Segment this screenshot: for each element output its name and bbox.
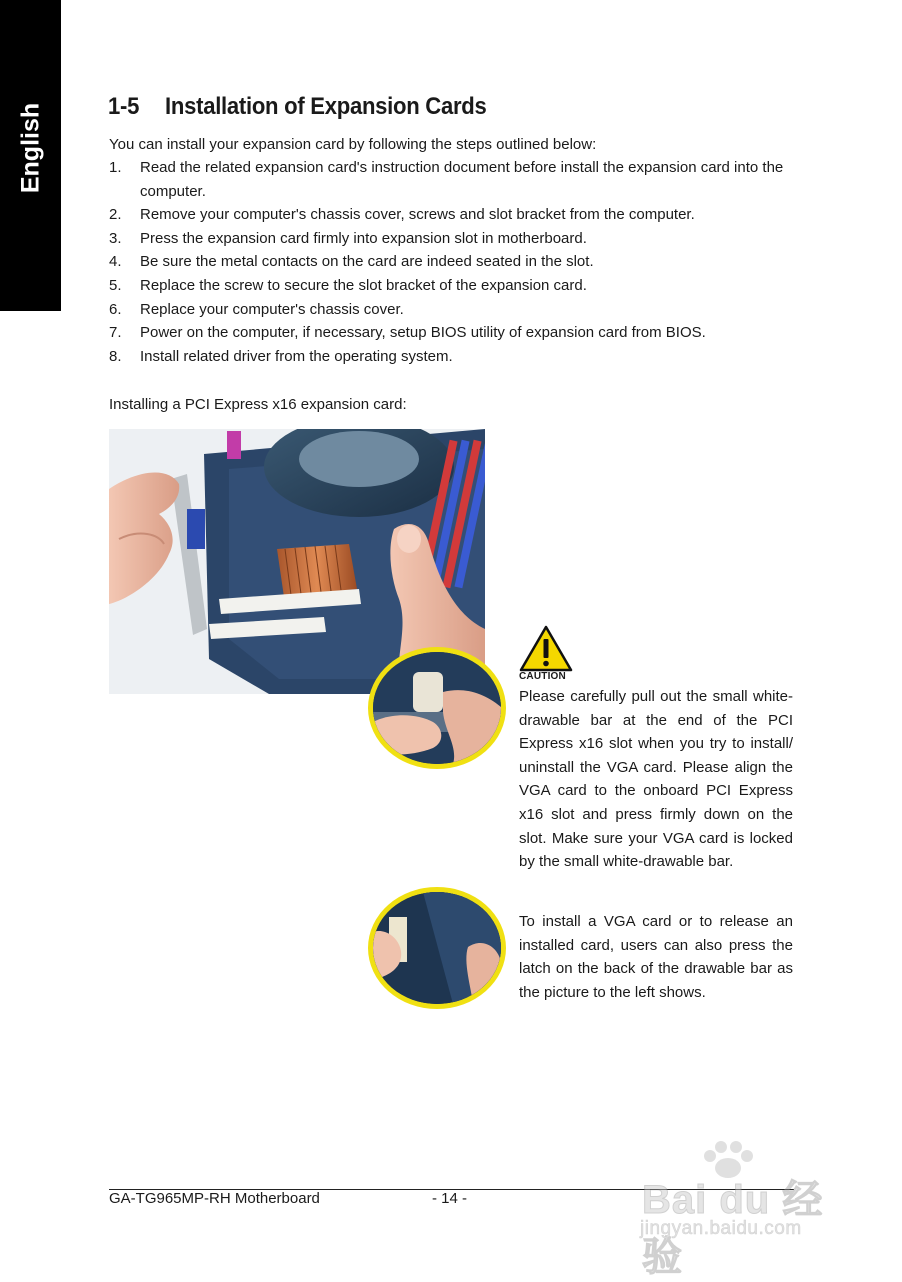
release-note-text: To install a VGA card or to release an installed card, users can also press the latch on the back of the drawable bar as the picture to the left shows. [519, 913, 793, 1001]
step-number: 5. [109, 276, 122, 294]
side-tab-label: English [16, 102, 45, 194]
page-number: - 14 - [432, 1190, 468, 1207]
step-number: 7. [109, 324, 122, 342]
language-side-tab [0, 0, 61, 311]
step-number: 6. [109, 300, 122, 318]
step-number: 4. [109, 253, 122, 271]
baidu-watermark [640, 1140, 860, 1279]
caution-warning-icon [519, 625, 573, 673]
installing-label: Installing a PCI Express x16 expansion card: [109, 396, 407, 413]
step-item [109, 321, 799, 345]
step-text: Replace the screw to secure the slot bracket of the expansion card. [140, 276, 587, 294]
step-text: Read the related expansion card's instruction document before install the expansion card into the computer. [140, 159, 784, 200]
closeup-latch-illustration [373, 652, 501, 764]
step-number: 2. [109, 206, 122, 224]
section-number: 1-5 [108, 93, 140, 120]
step-text: Install related driver from the operating system. [140, 347, 453, 365]
step-text: Replace your computer's chassis cover. [140, 300, 404, 318]
step-item [109, 298, 799, 322]
step-item [109, 227, 799, 251]
footer-model: GA-TG965MP-RH Motherboard [109, 1190, 320, 1207]
closeup-circle-release [368, 887, 506, 1009]
step-item [109, 156, 799, 203]
caution-label: CAUTION [519, 671, 566, 682]
watermark-logo: Bai du 经验 [642, 1178, 824, 1279]
step-number: 1. [109, 159, 122, 176]
intro-text: You can install your expansion card by following the steps outlined below: [109, 136, 597, 153]
step-text: Remove your computer's chassis cover, screws and slot bracket from the computer. [140, 206, 695, 224]
closeup-circle-latch [368, 647, 506, 769]
step-item [109, 250, 799, 274]
step-item [109, 345, 799, 369]
step-text: Be sure the metal contacts on the card are indeed seated in the slot. [140, 253, 594, 271]
caution-text: Please carefully pull out the small white-drawable bar at the end of the PCI Express x16 slot when you try to install/ uninstall the VGA card. Please align the VGA card to the onboard PCI Express x16 slot and press firmly down on the slot. Make sure your VGA card is locked by the small white-drawable bar. [519, 688, 793, 871]
step-item [109, 274, 799, 298]
steps-list [109, 156, 799, 368]
closeup-release-illustration [373, 892, 501, 1004]
step-number: 3. [109, 229, 122, 247]
caution-block [519, 625, 575, 685]
step-text: Press the expansion card firmly into expansion slot in motherboard. [140, 229, 587, 247]
step-number: 8. [109, 347, 122, 365]
section-title: Installation of Expansion Cards [165, 93, 487, 120]
section-heading [108, 93, 487, 121]
watermark-url: jingyan.baidu.com [640, 1218, 802, 1239]
step-text: Power on the computer, if necessary, setup BIOS utility of expansion card from BIOS. [140, 324, 706, 342]
step-item [109, 203, 799, 227]
